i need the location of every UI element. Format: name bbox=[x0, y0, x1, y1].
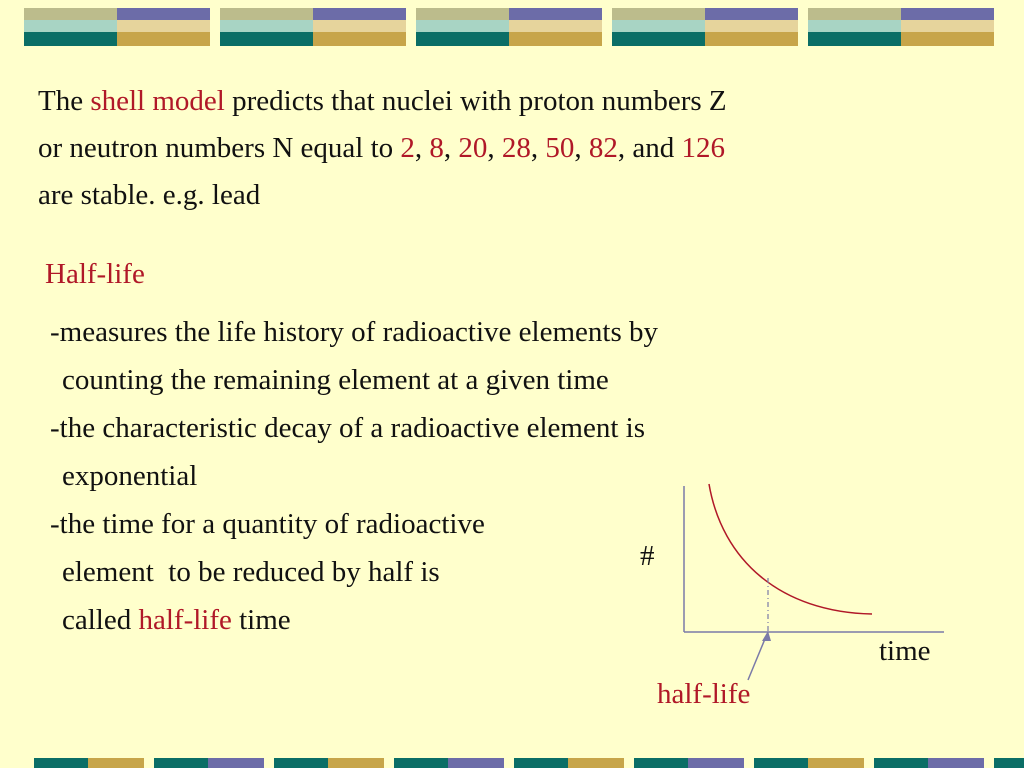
decorative-segment bbox=[328, 758, 384, 768]
text: predicts that nuclei with proton numbers Z bbox=[224, 85, 727, 117]
separator: , bbox=[487, 132, 502, 164]
decorative-segment bbox=[874, 758, 928, 768]
half-life-heading: Half-life bbox=[45, 258, 145, 290]
paragraph-line-2 bbox=[38, 125, 998, 172]
bullet-line: -the characteristic decay of a radioactive element is bbox=[50, 412, 645, 444]
magic-number: 50 bbox=[545, 132, 575, 164]
decorative-segment bbox=[274, 758, 328, 768]
decorative-segment bbox=[634, 758, 688, 768]
separator: , bbox=[574, 132, 589, 164]
decorative-segment bbox=[754, 758, 808, 768]
bullet-line: exponential bbox=[62, 460, 198, 492]
text: are stable. e.g. lead bbox=[38, 179, 261, 211]
decorative-tile bbox=[220, 8, 406, 46]
decay-curve bbox=[709, 484, 872, 614]
decay-graph-svg bbox=[620, 470, 960, 710]
bullet-line: counting the remaining element at a given time bbox=[62, 364, 609, 396]
decorative-tile bbox=[24, 8, 210, 46]
decorative-tile bbox=[612, 8, 798, 46]
decorative-segment bbox=[808, 758, 864, 768]
top-decorative-band bbox=[24, 8, 1004, 48]
shell-model-paragraph bbox=[38, 78, 998, 219]
decorative-segment bbox=[994, 758, 1024, 768]
bullet-line: element to be reduced by half is bbox=[62, 556, 440, 588]
decorative-segment bbox=[394, 758, 448, 768]
separator: , bbox=[530, 132, 546, 164]
shell-model-term: shell model bbox=[90, 85, 225, 117]
decorative-tile bbox=[808, 8, 994, 46]
separator: , bbox=[414, 132, 430, 164]
text: called bbox=[62, 604, 139, 636]
separator: , bbox=[443, 132, 459, 164]
decay-graph bbox=[620, 470, 960, 710]
text: The bbox=[38, 85, 91, 117]
magic-number: 8 bbox=[429, 132, 444, 164]
magic-number: 82 bbox=[588, 132, 618, 164]
decorative-segment bbox=[514, 758, 568, 768]
paragraph-line-3 bbox=[38, 172, 998, 219]
decorative-segment bbox=[688, 758, 744, 768]
half-life-term: half-life bbox=[138, 604, 232, 636]
decorative-segment bbox=[88, 758, 144, 768]
text: time bbox=[231, 604, 291, 636]
bullet-line: -measures the life history of radioactive elements by bbox=[50, 316, 658, 348]
separator: , and bbox=[617, 132, 682, 164]
bullet-line: -the time for a quantity of radioactive bbox=[50, 508, 485, 540]
decorative-segment bbox=[928, 758, 984, 768]
decorative-segment bbox=[568, 758, 624, 768]
half-life-marker-label: half-life bbox=[657, 678, 751, 710]
text: or neutron numbers N equal to bbox=[38, 132, 401, 164]
decorative-tile bbox=[416, 8, 602, 46]
decorative-segment bbox=[154, 758, 208, 768]
magic-number: 20 bbox=[458, 132, 488, 164]
magic-number: 2 bbox=[400, 132, 415, 164]
bottom-decorative-band bbox=[34, 758, 1024, 768]
y-axis-label: # bbox=[640, 540, 655, 572]
magic-number: 126 bbox=[681, 132, 726, 164]
magic-number: 28 bbox=[501, 132, 531, 164]
decorative-segment bbox=[34, 758, 88, 768]
x-axis-label: time bbox=[879, 635, 931, 667]
decorative-segment bbox=[448, 758, 504, 768]
decorative-segment bbox=[208, 758, 264, 768]
paragraph-line-1 bbox=[38, 78, 998, 125]
